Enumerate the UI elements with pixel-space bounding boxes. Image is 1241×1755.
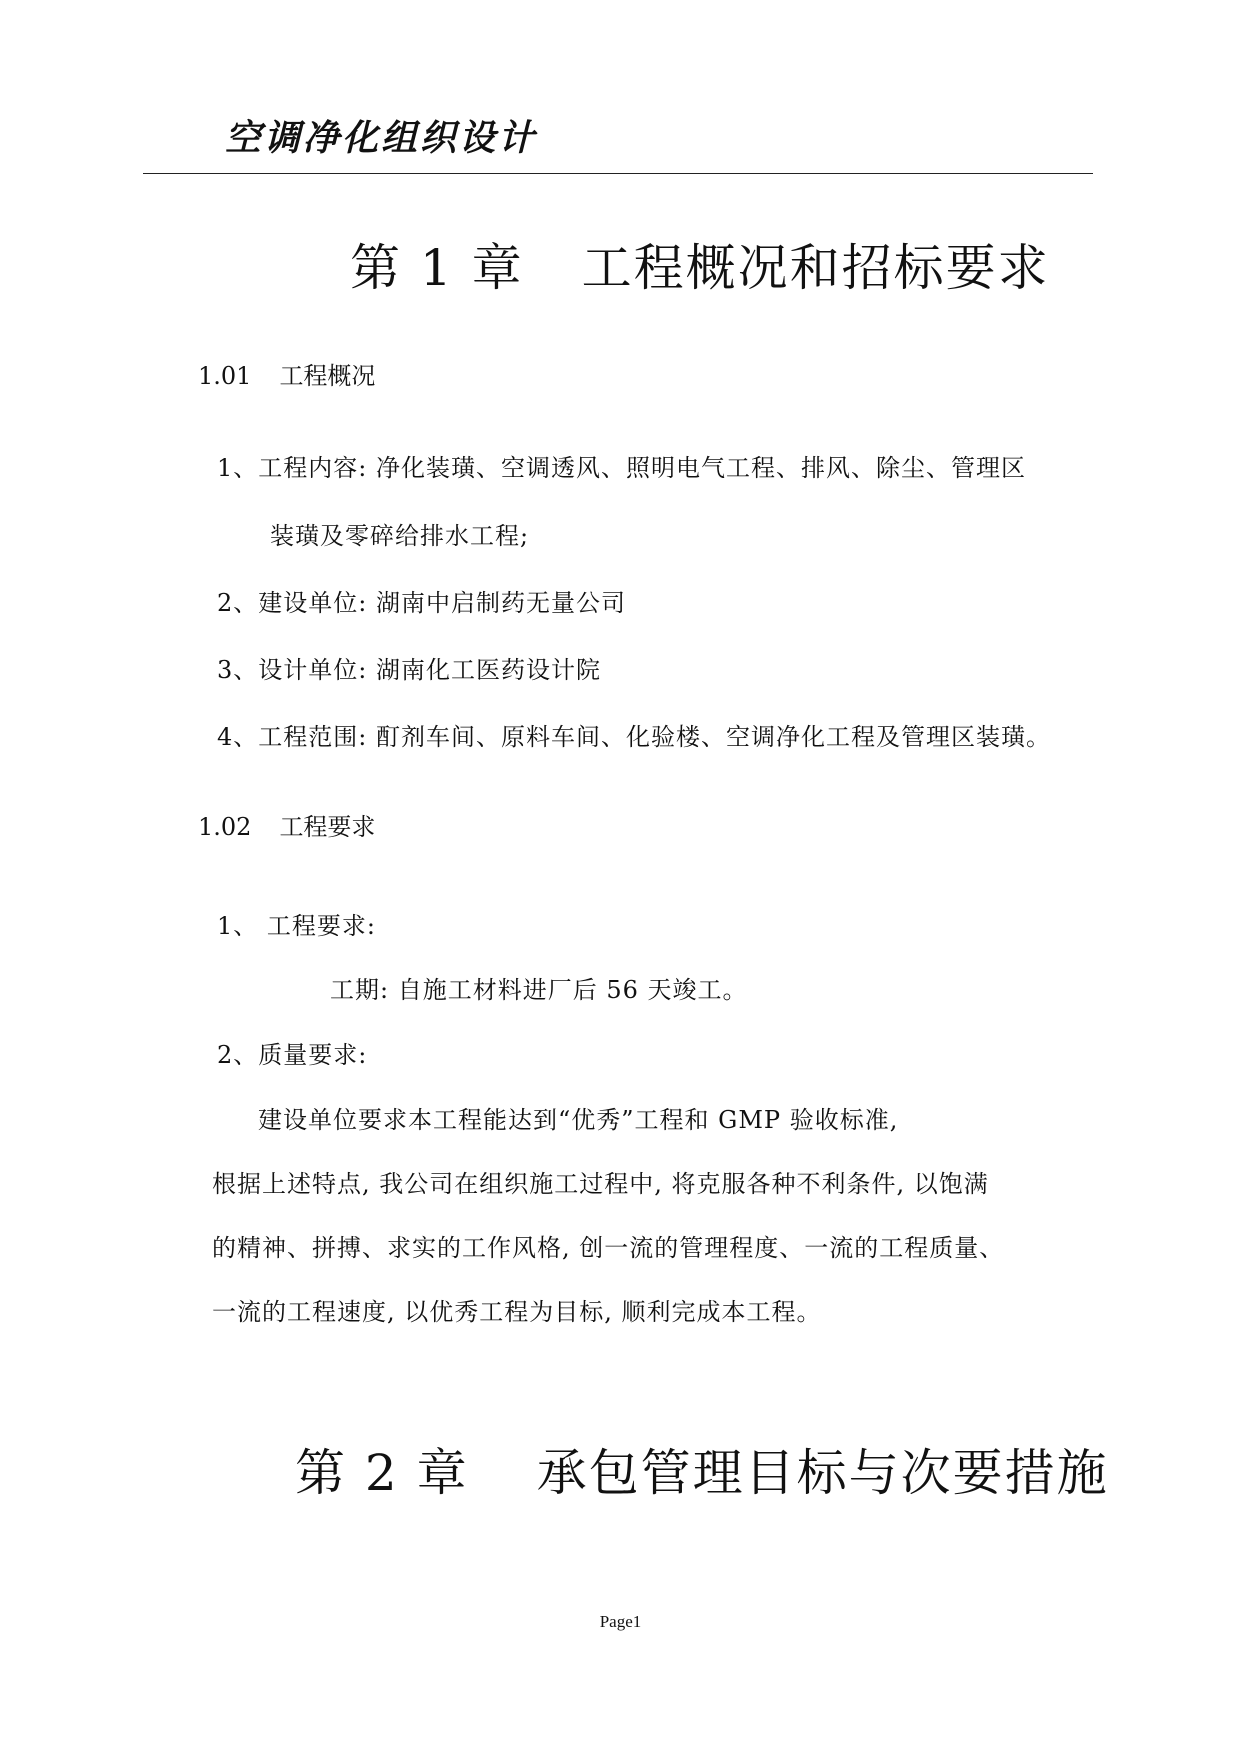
section-1-02-number: 1.02: [198, 813, 252, 841]
list-item: 1、 工程要求:: [217, 912, 376, 940]
list-item: 装璜及零碎给排水工程;: [270, 522, 530, 550]
header-divider: [143, 173, 1093, 174]
section-1-01-number: 1.01: [198, 362, 252, 390]
list-item: 3、设计单位: 湖南化工医药设计院: [217, 656, 601, 684]
paragraph-line: 一流的工程速度, 以优秀工程为目标, 顺利完成本工程。: [212, 1298, 822, 1326]
chapter-2-heading: [295, 1433, 1109, 1505]
chapter-2-label: 第 2 章: [295, 1444, 469, 1502]
document-header-title: 空调净化组织设计: [225, 118, 538, 159]
list-item: 4、工程范围: 酊剂车间、原料车间、化验楼、空调净化工程及管理区装璜。: [217, 723, 1051, 751]
list-item: 2、质量要求:: [217, 1041, 368, 1069]
section-1-01-title: 工程概况: [279, 362, 376, 390]
chapter-1-label: 第 1 章: [350, 239, 524, 297]
section-1-02-heading: [198, 807, 375, 842]
chapter-1-title: 工程概况和招标要求: [581, 239, 1050, 297]
chapter-2-title: 承包管理目标与次要措施: [536, 1444, 1109, 1502]
list-item: 1、工程内容: 净化装璜、空调透风、照明电气工程、排风、除尘、管理区: [217, 454, 1026, 482]
schedule-text: 工期: 自施工材料进厂后 56 天竣工。: [330, 976, 748, 1004]
section-1-01-heading: [198, 356, 375, 391]
section-1-02-title: 工程要求: [279, 813, 376, 841]
paragraph-line: 根据上述特点, 我公司在组织施工过程中, 将克服各种不利条件, 以饱满: [212, 1170, 989, 1198]
list-item: 2、建设单位: 湖南中启制药无量公司: [217, 589, 626, 617]
paragraph-line: 的精神、拼搏、求实的工作风格, 创一流的管理程度、一流的工程质量、: [212, 1234, 1005, 1262]
quality-requirement-text: 建设单位要求本工程能达到“优秀”工程和 GMP 验收标准,: [258, 1106, 899, 1134]
page-number: Page1: [599, 1612, 642, 1631]
chapter-1-heading: [350, 228, 1050, 300]
